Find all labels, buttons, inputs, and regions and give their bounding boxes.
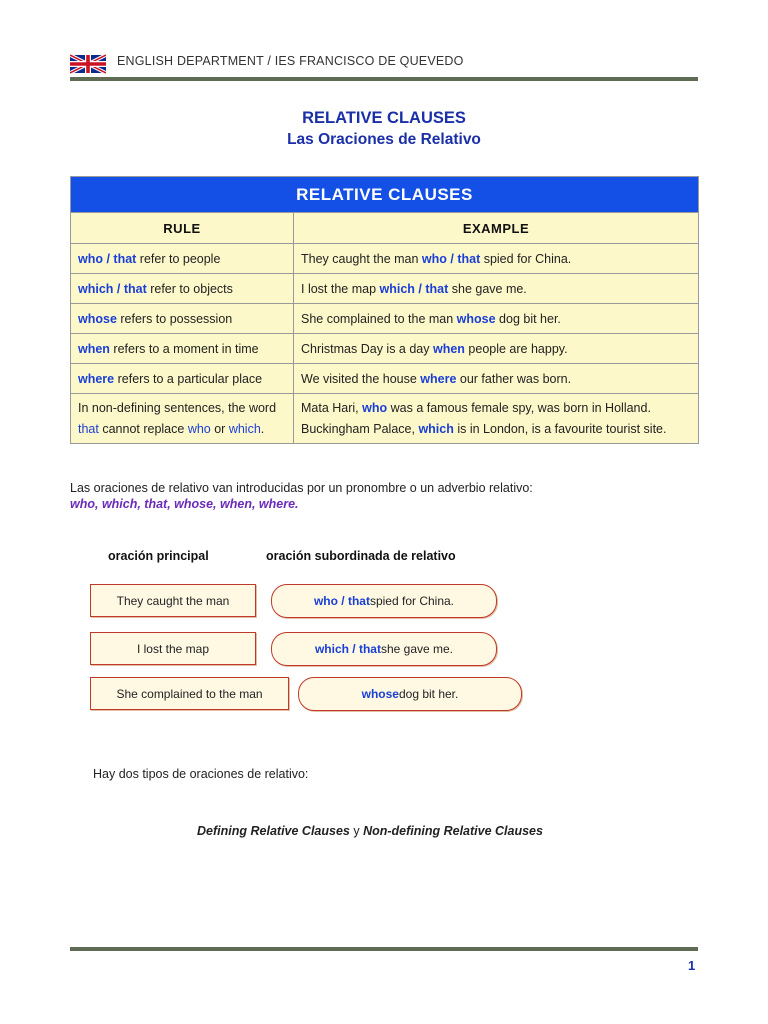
intro-paragraph: Las oraciones de relativo van introducidas por un pronombre o un adverbio relativo: xyxy=(70,481,533,495)
example-cell xyxy=(294,274,699,304)
header-divider xyxy=(70,77,698,81)
example-cell xyxy=(294,394,699,444)
non-defining-clauses-label: Non-defining Relative Clauses xyxy=(363,824,543,838)
example-pre: We visited the house xyxy=(301,371,421,386)
example-pre: Buckingham Palace, xyxy=(301,421,419,436)
table-row xyxy=(71,364,699,394)
header-rule: RULE xyxy=(71,213,294,244)
label-relative-clause: oración subordinada de relativo xyxy=(266,549,456,563)
relative-clause-text: dog bit her. xyxy=(398,687,459,701)
example-cell xyxy=(294,364,699,394)
page-header xyxy=(70,52,698,76)
example-cell xyxy=(294,244,699,274)
rule-text: refers to a particular place xyxy=(114,371,263,386)
relative-keyword: whose xyxy=(361,687,399,701)
main-clause-text: She complained to the man xyxy=(116,686,263,701)
rule-cell xyxy=(71,244,294,274)
rule-cell xyxy=(71,394,294,444)
rule-keyword: which / that xyxy=(78,281,147,296)
example-cell xyxy=(294,334,699,364)
rule-word-who: who xyxy=(187,421,211,436)
rule-cell xyxy=(71,364,294,394)
label-main-clause: oración principal xyxy=(108,549,209,563)
header-example: EXAMPLE xyxy=(294,213,699,244)
table-row xyxy=(71,244,699,274)
main-clause-box xyxy=(90,632,256,665)
relative-clause-pill xyxy=(271,584,497,618)
rule-text: refers to a moment in time xyxy=(109,341,259,356)
example-keyword: who / that xyxy=(421,251,481,266)
example-pre: Christmas Day is a day xyxy=(301,341,433,356)
table-row xyxy=(71,334,699,364)
rule-cell xyxy=(71,334,294,364)
example-post: dog bit her. xyxy=(495,311,561,326)
relative-clause-text: she gave me. xyxy=(380,642,454,656)
relative-clause-pill xyxy=(271,632,497,666)
example-keyword: where xyxy=(420,371,457,386)
example-pre: They caught the man xyxy=(301,251,422,266)
rule-word-that: that xyxy=(78,421,99,436)
relative-pronoun-list: who, which, that, whose, when, where. xyxy=(70,497,299,511)
table-row xyxy=(71,394,699,444)
page-title: RELATIVE CLAUSES xyxy=(302,109,466,127)
types-intro: Hay dos tipos de oraciones de relativo: xyxy=(93,767,309,781)
department-name: ENGLISH DEPARTMENT / IES FRANCISCO DE QUEVEDO xyxy=(117,54,464,68)
rule-text: refer to people xyxy=(136,251,221,266)
rule-text: refers to possession xyxy=(116,311,233,326)
table-caption: RELATIVE CLAUSES xyxy=(71,177,699,213)
example-post: was a famous female spy, was born in Holland. xyxy=(387,400,651,415)
example-pre: She complained to the man xyxy=(301,311,457,326)
rule-text: cannot replace xyxy=(98,421,188,436)
relative-keyword: who / that xyxy=(313,594,370,608)
types-names xyxy=(0,824,740,838)
example-keyword: which xyxy=(418,421,454,436)
rule-text: refer to objects xyxy=(146,281,233,296)
page-subtitle: Las Oraciones de Relativo xyxy=(287,131,481,148)
rule-cell xyxy=(71,274,294,304)
relative-keyword: which / that xyxy=(314,642,381,656)
example-post: our father was born. xyxy=(456,371,572,386)
relative-clauses-table xyxy=(70,176,699,444)
rule-keyword: when xyxy=(78,341,110,356)
main-clause-box xyxy=(90,584,256,617)
example-keyword: when xyxy=(432,341,465,356)
example-pre: Mata Hari, xyxy=(301,400,363,415)
rule-keyword: where xyxy=(78,371,115,386)
example-post: people are happy. xyxy=(464,341,568,356)
page-number: 1 xyxy=(688,958,696,973)
rule-cell xyxy=(71,304,294,334)
types-connector: y xyxy=(349,824,364,838)
rule-text: or xyxy=(210,421,229,436)
main-clause-text: They caught the man xyxy=(116,593,230,608)
example-keyword: who xyxy=(362,400,388,415)
table-row xyxy=(71,274,699,304)
main-clause-text: I lost the map xyxy=(136,641,210,656)
defining-clauses-label: Defining Relative Clauses xyxy=(197,824,350,838)
example-cell xyxy=(294,304,699,334)
rule-keyword: whose xyxy=(78,311,117,326)
relative-clause-pill xyxy=(298,677,522,711)
example-keyword: which / that xyxy=(379,281,449,296)
uk-flag-icon xyxy=(70,54,106,74)
relative-clause-text: spied for China. xyxy=(369,594,455,608)
example-post: she gave me. xyxy=(448,281,527,296)
footer-divider xyxy=(70,947,698,951)
example-keyword: whose xyxy=(456,311,496,326)
example-post: is in London, is a favourite tourist site. xyxy=(453,421,667,436)
main-clause-box xyxy=(90,677,289,710)
rule-text: . xyxy=(260,421,265,436)
example-pre: I lost the map xyxy=(301,281,380,296)
rule-keyword: who / that xyxy=(78,251,137,266)
rule-text: In non-defining sentences, the word xyxy=(78,400,277,415)
example-post: spied for China. xyxy=(480,251,572,266)
table-row xyxy=(71,304,699,334)
rule-word-which: which xyxy=(228,421,261,436)
